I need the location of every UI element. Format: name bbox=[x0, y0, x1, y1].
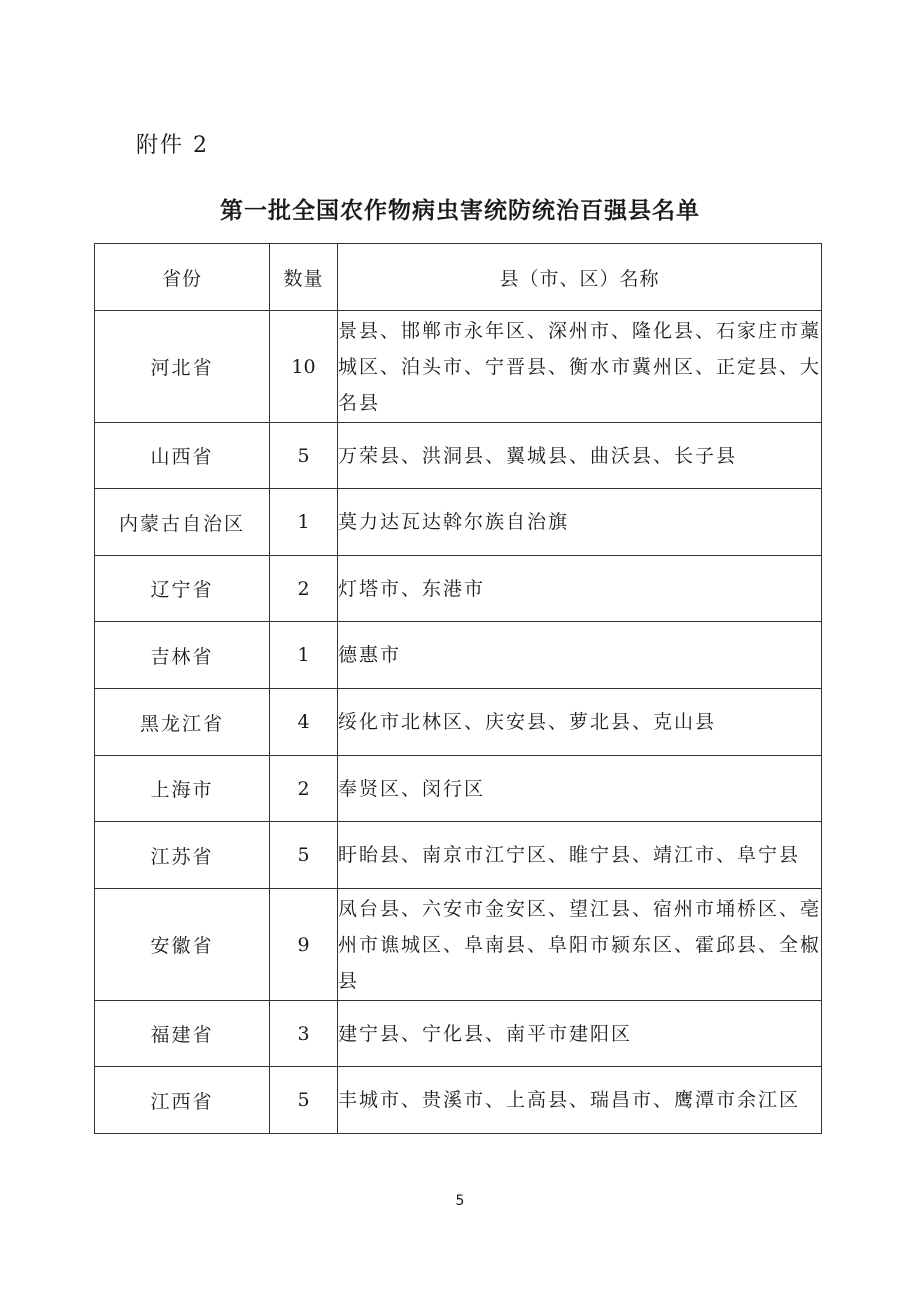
counties-cell: 莫力达瓦达斡尔族自治旗 bbox=[338, 489, 822, 556]
count-cell: 1 bbox=[270, 622, 338, 689]
province-cell: 江苏省 bbox=[95, 822, 270, 889]
province-cell: 辽宁省 bbox=[95, 556, 270, 622]
count-cell: 2 bbox=[270, 556, 338, 622]
document-title: 第一批全国农作物病虫害统防统治百强县名单 bbox=[220, 198, 700, 224]
table-row bbox=[95, 756, 822, 822]
table-row bbox=[95, 1001, 822, 1067]
table-row bbox=[95, 889, 822, 1001]
province-cell: 安徽省 bbox=[95, 889, 270, 1001]
counties-cell: 建宁县、宁化县、南平市建阳区 bbox=[338, 1001, 822, 1067]
count-cell: 5 bbox=[270, 1067, 338, 1134]
table-row bbox=[95, 489, 822, 556]
count-cell: 9 bbox=[270, 889, 338, 1001]
province-cell: 上海市 bbox=[95, 756, 270, 822]
count-cell: 5 bbox=[270, 822, 338, 889]
count-cell: 5 bbox=[270, 423, 338, 489]
table-row bbox=[95, 822, 822, 889]
province-cell: 江西省 bbox=[95, 1067, 270, 1134]
counties-cell: 万荣县、洪洞县、翼城县、曲沃县、长子县 bbox=[338, 423, 822, 489]
province-cell: 吉林省 bbox=[95, 622, 270, 689]
count-cell: 4 bbox=[270, 689, 338, 756]
count-cell: 2 bbox=[270, 756, 338, 822]
counties-cell: 德惠市 bbox=[338, 622, 822, 689]
province-cell: 内蒙古自治区 bbox=[95, 489, 270, 556]
table-row bbox=[95, 689, 822, 756]
table-row bbox=[95, 556, 822, 622]
table-row bbox=[95, 423, 822, 489]
count-cell: 3 bbox=[270, 1001, 338, 1067]
counties-cell: 盱眙县、南京市江宁区、睢宁县、靖江市、阜宁县 bbox=[338, 822, 822, 889]
table-header-row bbox=[95, 244, 822, 311]
province-cell: 黑龙江省 bbox=[95, 689, 270, 756]
county-table bbox=[94, 243, 822, 1134]
counties-cell: 奉贤区、闵行区 bbox=[338, 756, 822, 822]
header-count: 数量 bbox=[270, 244, 338, 311]
province-cell: 河北省 bbox=[95, 311, 270, 423]
counties-cell: 凤台县、六安市金安区、望江县、宿州市埇桥区、亳州市谯城区、阜南县、阜阳市颍东区、霍邱县、全椒县 bbox=[338, 889, 822, 1001]
page-number: 5 bbox=[455, 1193, 465, 1209]
table-row bbox=[95, 622, 822, 689]
counties-cell: 丰城市、贵溪市、上高县、瑞昌市、鹰潭市余江区 bbox=[338, 1067, 822, 1134]
header-province: 省份 bbox=[95, 244, 270, 311]
province-cell: 福建省 bbox=[95, 1001, 270, 1067]
count-cell: 1 bbox=[270, 489, 338, 556]
counties-cell: 景县、邯郸市永年区、深州市、隆化县、石家庄市藁城区、泊头市、宁晋县、衡水市冀州区、正定县、大名县 bbox=[338, 311, 822, 423]
attachment-label: 附件 2 bbox=[136, 133, 209, 158]
table-row bbox=[95, 311, 822, 423]
count-cell: 10 bbox=[270, 311, 338, 423]
table-row bbox=[95, 1067, 822, 1134]
counties-cell: 绥化市北林区、庆安县、萝北县、克山县 bbox=[338, 689, 822, 756]
province-cell: 山西省 bbox=[95, 423, 270, 489]
counties-cell: 灯塔市、东港市 bbox=[338, 556, 822, 622]
header-counties: 县（市、区）名称 bbox=[338, 244, 822, 311]
